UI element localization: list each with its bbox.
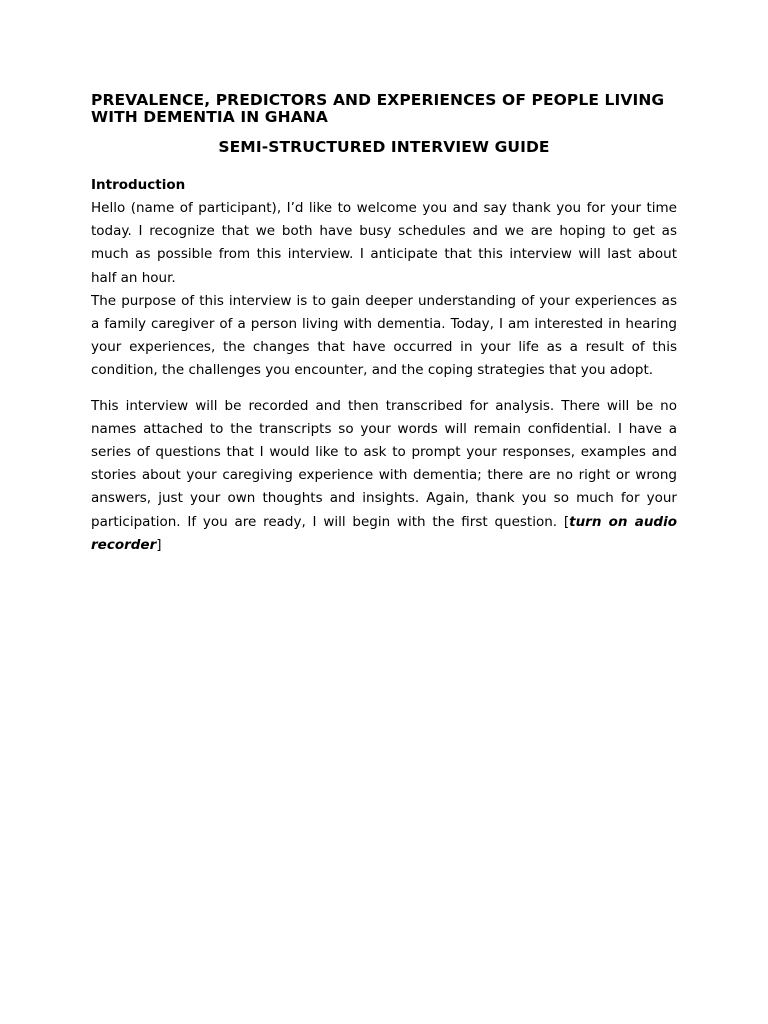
document-title: PREVALENCE, PREDICTORS AND EXPERIENCES OF PEOPLE LIVING WITH DEMENTIA IN GHANA [91,91,665,126]
paragraph-purpose: The purpose of this interview is to gain deeper understanding of your experiences as a family caregiver of a person living with dementia. Today, I am interested in hearing your experiences, the changes that have occurred in your life as a result of this condition, the challenges you encounter, and the coping strategies that you adopt. [91,292,677,379]
document-body [91,92,677,557]
section-heading-introduction: Introduction [91,177,186,193]
paragraph-recording-close: ] [156,536,162,553]
paragraph-recording [91,395,677,557]
document-subtitle: SEMI-STRUCTURED INTERVIEW GUIDE [218,138,550,156]
paragraph-welcome: Hello (name of participant), I’d like to welcome you and say thank you for your time today. I recognize that we both have busy schedules and we are hoping to get as much as possible from this interview. I anticipate that this interview will last about half an hour. [91,200,677,286]
audio-recorder-instruction: turn on audio recorder [91,513,677,553]
paragraph-recording-text: This interview will be recorded and then transcribed for analysis. There will be no names attached to the transcripts so your words will remain confidential. I have a series of questions that I would like to ask to prompt your responses, examples and stories about your caregiving experience with dementia; there are no right or wrong answers, just your own thoughts and insights. Again, thank you so much for your participation. If you are ready, I will begin with the first question. [ [91,397,677,530]
